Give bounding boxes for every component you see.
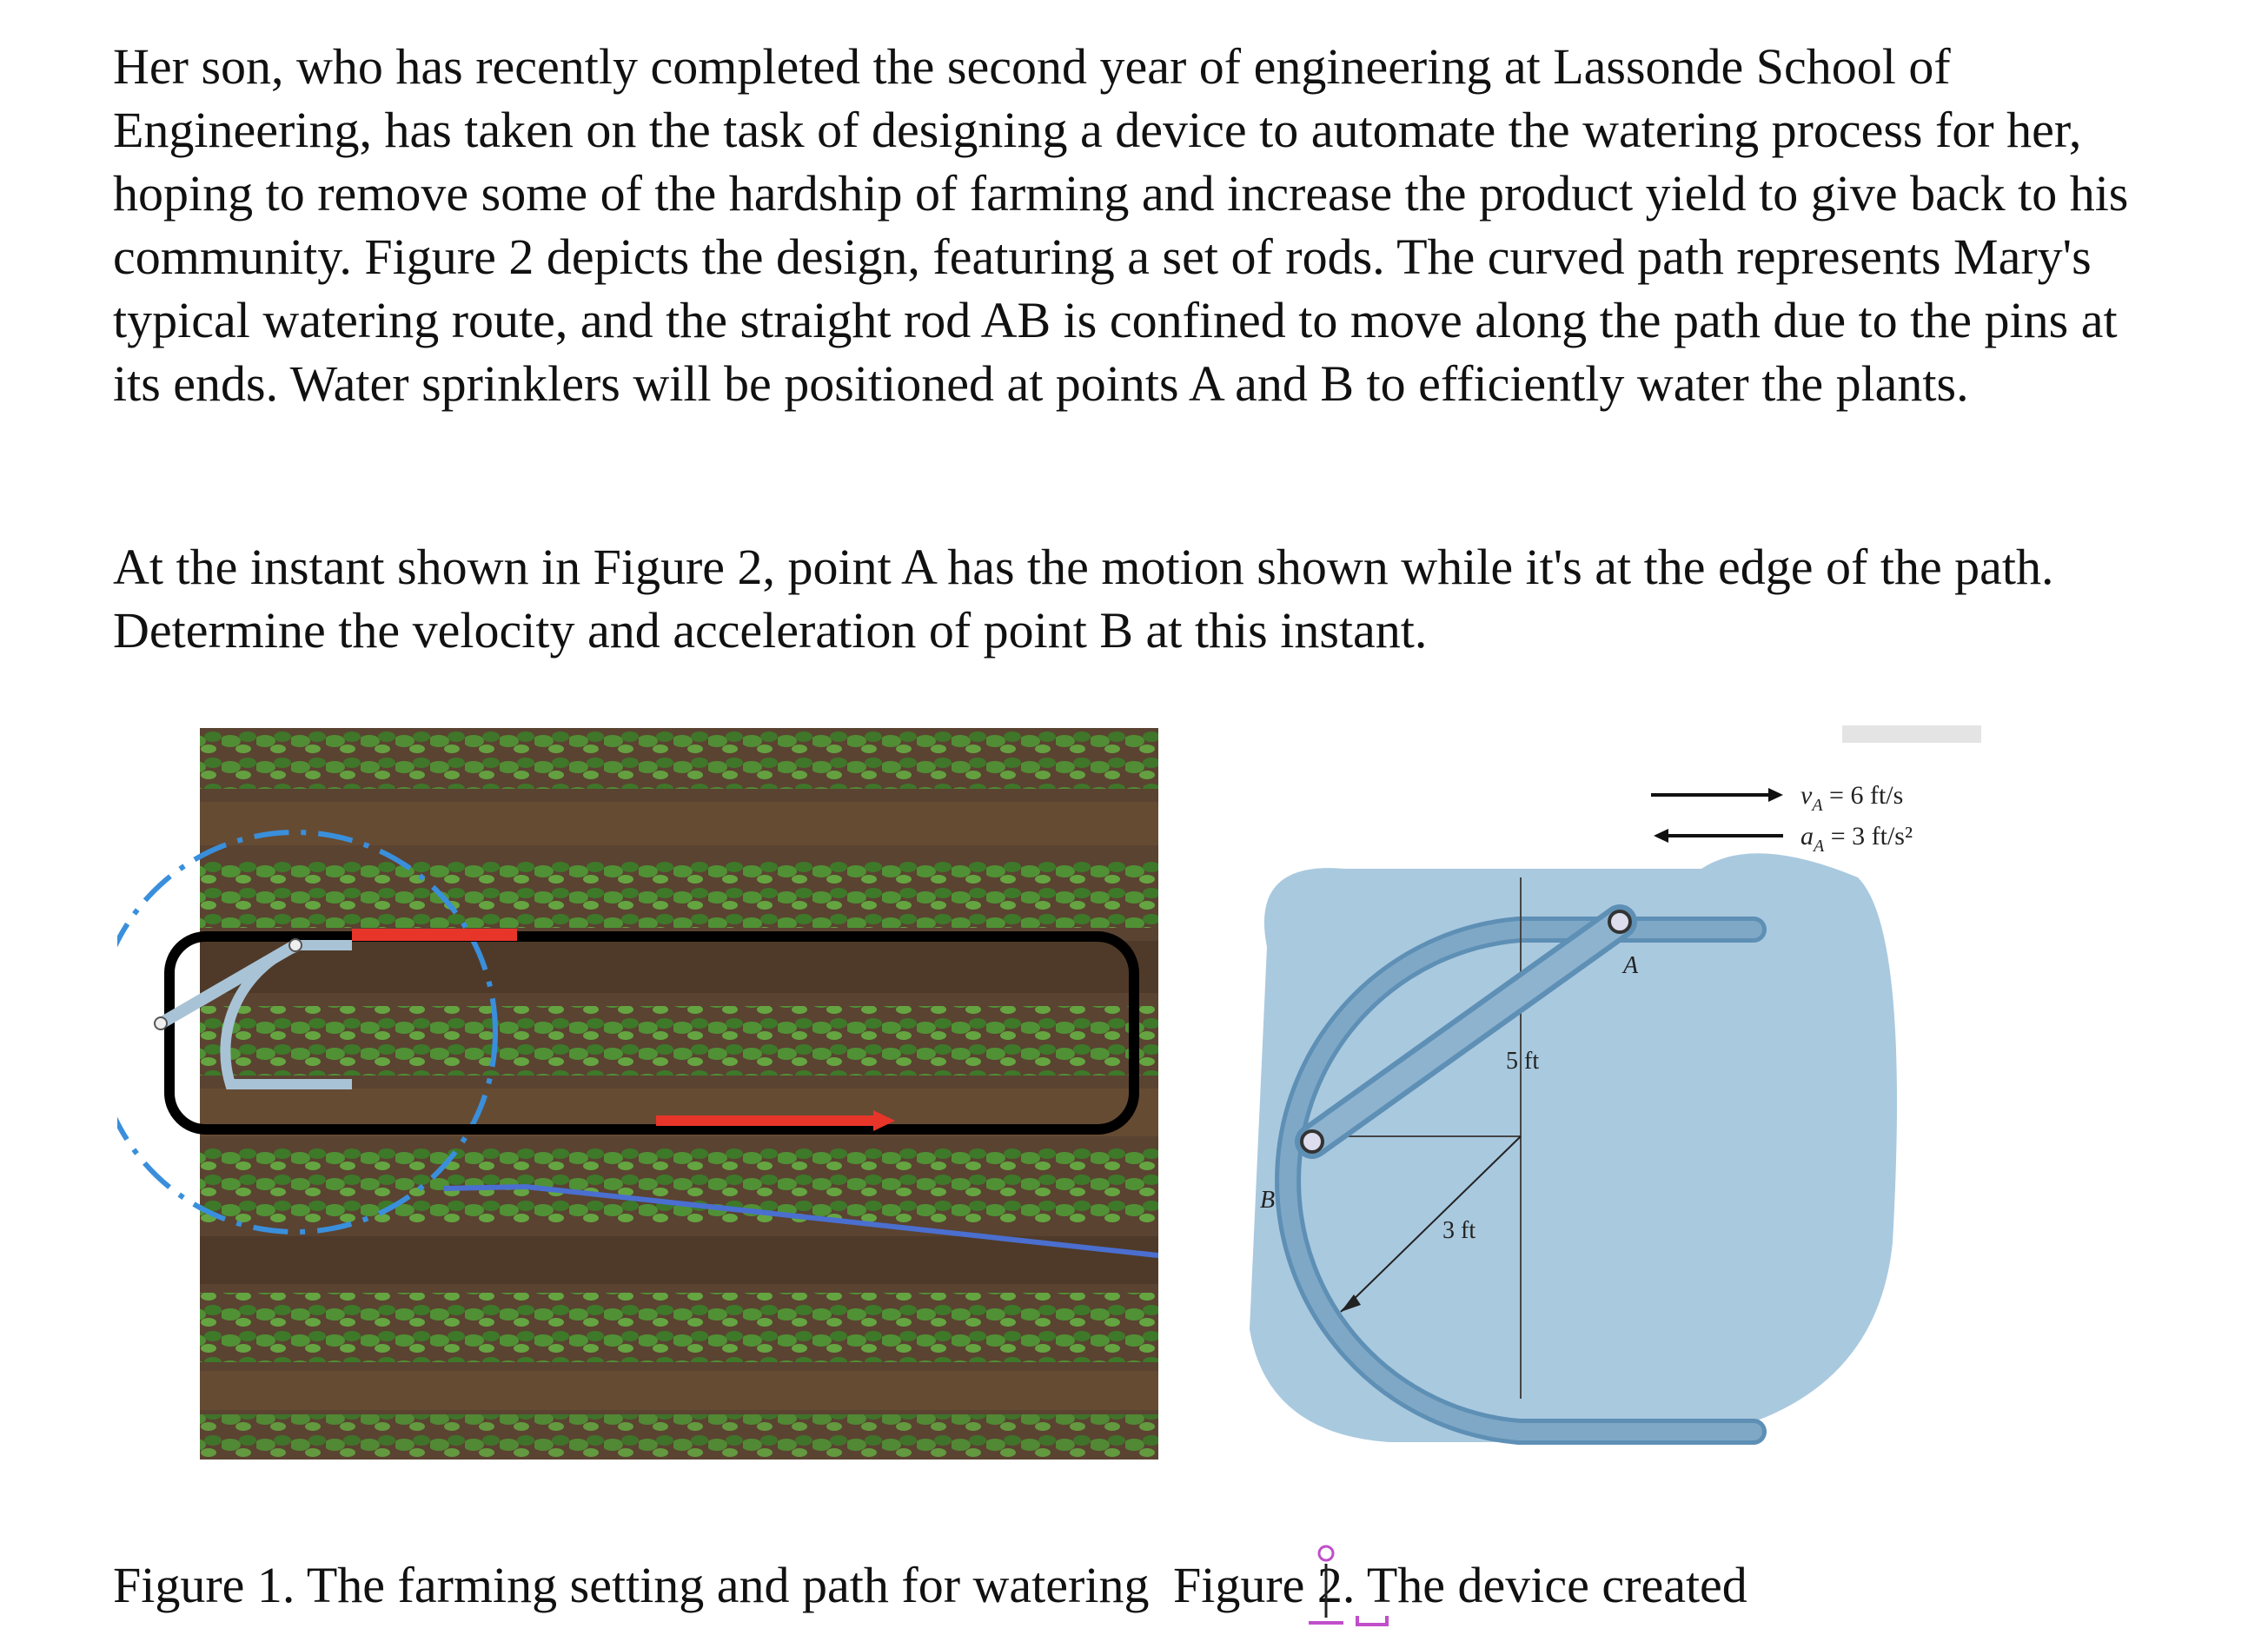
caption-figure-1: Figure 1. The farming setting and path for watering bbox=[113, 1557, 1150, 1613]
paragraph-problem-description: Her son, who has recently completed the second year of engineering at Lassonde School of Engineering, has taken on the task of designing a device to automate the watering process for her, hoping to remove some of the hardship of farming and increase the product yield to give back to his community. Figure 2 depicts the design, featuring a set of rods. The curved path represents Mary's typical watering route, and the straight rod AB is confined to move along the path due to the pins at its ends. Water sprinklers will be positioned at points A and B to efficiently water the plants. bbox=[113, 38, 2129, 412]
text-cursor-icon[interactable] bbox=[1272, 1539, 1394, 1635]
label-b: B bbox=[1260, 1187, 1276, 1214]
acceleration-value: = 3 ft/s² bbox=[1824, 822, 1913, 851]
motion-legend bbox=[1634, 725, 1981, 873]
caption-figure-2: Figure 2. The device created bbox=[1173, 1557, 1747, 1613]
acceleration-symbol: a bbox=[1800, 822, 1814, 851]
label-a: A bbox=[1623, 952, 1639, 979]
pin-a bbox=[1609, 911, 1630, 932]
velocity-value: = 6 ft/s bbox=[1822, 781, 1904, 810]
dimension-rod-length: 5 ft bbox=[1506, 1048, 1540, 1075]
legend-bar bbox=[1842, 725, 1981, 743]
pin-b bbox=[1302, 1131, 1323, 1152]
svg-text:aA = 3 ft/s² bbox=[1800, 822, 1913, 856]
dimension-radius: 3 ft bbox=[1442, 1217, 1476, 1244]
acceleration-subscript: A bbox=[1814, 837, 1825, 856]
velocity-subscript: A bbox=[1812, 796, 1823, 815]
svg-text:vA = 6 ft/s bbox=[1800, 781, 1903, 815]
paragraph-question: At the instant shown in Figure 2, point A has the motion shown while it's at the edge of the path. Determine the velocity and acceleration of point B at this instant. bbox=[113, 539, 2054, 659]
farm-field-figure bbox=[117, 728, 1158, 1460]
velocity-symbol: v bbox=[1800, 781, 1813, 810]
